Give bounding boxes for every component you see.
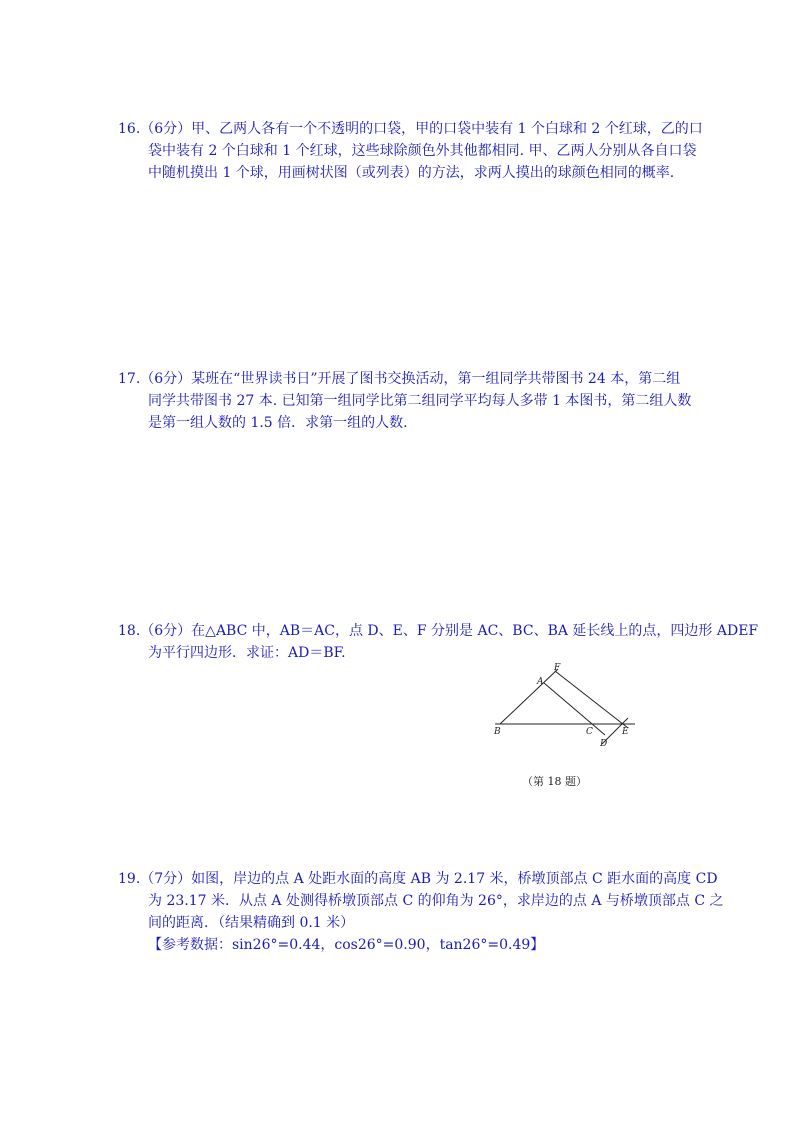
label-e: E: [622, 727, 629, 737]
problem-19-line-3: 间的距离．（结果精确到 0.1 米）: [148, 915, 355, 931]
figure-18-caption: （第 18 题）: [522, 775, 587, 788]
problem-16: [118, 118, 703, 184]
problem-16-line-1: 16.（6分）甲、乙两人各有一个不透明的口袋，甲的口袋中装有 1 个白球和 2 个红球，乙的口: [118, 121, 703, 137]
problem-17-line-2: 同学共带图书 27 本. 已知第一组同学比第二组同学平均每人多带 1 本图书，第二组人数: [148, 393, 692, 409]
problem-19-reference-data: 【参考数据：sin26°=0.44，cos26°=0.90，tan26°=0.49】: [148, 937, 545, 953]
problem-19-line-2: 为 23.17 米．从点 A 处测得桥墩顶部点 C 的仰角为 26°，求岸边的点 A 与桥墩顶部点 C 之: [148, 893, 724, 909]
line-f-to-e: [555, 671, 628, 728]
label-d: D: [600, 739, 608, 749]
label-b: B: [494, 727, 501, 737]
line-b-to-f: [500, 669, 558, 724]
problem-17-line-3: 是第一组人数的 1.5 倍．求第一组的人数.: [148, 415, 408, 431]
problem-18: [118, 620, 759, 664]
problem-19-line-1: 19.（7分）如图，岸边的点 A 处距水面的高度 AB 为 2.17 米，桥墩顶部点 C 距水面的高度 CD: [118, 871, 718, 887]
problem-19: [118, 868, 724, 956]
problem-18-line-1: 18.（6分）在△ABC 中，AB＝AC，点 D、E、F 分别是 AC、BC、BA 延长线上的点，四边形 ADEF: [118, 623, 759, 639]
label-a: A: [537, 677, 544, 687]
problem-18-line-2: 为平行四边形．求证：AD＝BF.: [148, 645, 346, 661]
line-a-to-d: [544, 683, 605, 735]
problem-17-line-1: 17.（6分）某班在“世界读书日”开展了图书交换活动，第一组同学共带图书 24 本，第二组: [118, 371, 681, 387]
label-f: F: [554, 663, 561, 673]
problem-17: [118, 368, 698, 434]
problem-16-line-2: 袋中装有 2 个白球和 1 个红球，这些球除颜色外其他都相同. 甲、乙两人分别从各自口袋: [148, 143, 697, 159]
geometry-figure-18: [490, 660, 640, 750]
label-c: C: [586, 727, 593, 737]
problem-16-line-3: 中随机摸出 1 个球，用画树状图（或列表）的方法，求两人摸出的球颜色相同的概率.: [148, 165, 675, 181]
